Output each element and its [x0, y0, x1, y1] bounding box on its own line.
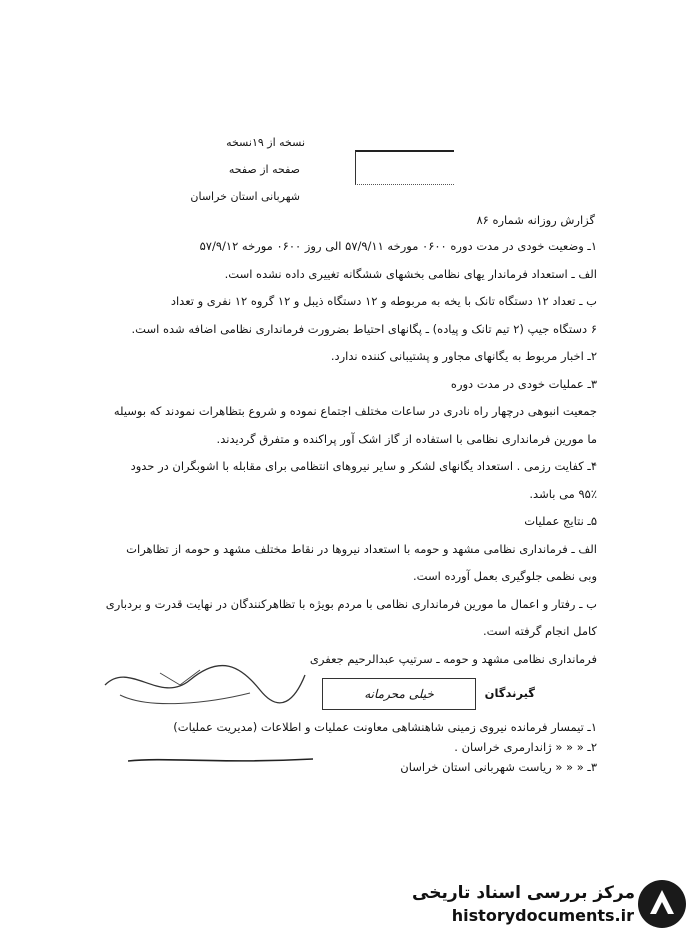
department-line: شهربانی استان خراسان — [190, 190, 300, 203]
handwritten-signature — [100, 655, 310, 715]
report-line: ۴ـ کفایت رزمی . استعداد یگانهای لشکر و سایر نیروهای انتظامی برای مقابله با اشوبگران در حدود — [130, 459, 597, 473]
report-line: ۱ـ وضعیت خودی در مدت دوره ۰۶۰۰ مورخه ۵۷/۹/۱۱ الی روز ۰۶۰۰ مورخه ۵۷/۹/۱۲ — [199, 239, 597, 253]
report-line: ۳ـ عملیات خودی در مدت دوره — [450, 377, 597, 391]
report-line: ما مورین فرمانداری نظامی با استفاده از گاز اشک آور پراکنده و متفرق گردیدند. — [216, 432, 597, 446]
report-line: ۲ـ اخبار مربوط به یگانهای مجاور و پشتیبانی کننده ندارد. — [330, 349, 597, 363]
report-line: کامل انجام گرفته است. — [483, 624, 597, 638]
report-line: الف ـ استعداد فرماندار یهای نظامی بخشهای ششگانه تغییری داده نشده است. — [224, 267, 597, 281]
report-line: ۶ دستگاه جیپ (۲ تیم تانک و پیاده) ـ پگانهای احتیاط بضرورت فرمانداری نظامی اضافه شده است. — [131, 322, 597, 336]
copy-number-line: نسخه از ۱۹نسخه — [226, 136, 305, 149]
archive-website: historydocuments.ir — [451, 906, 634, 925]
recipient-line: ۳ـ « « « ریاست شهربانی استان خراسان — [400, 760, 597, 774]
signatory-line: فرمانداری نظامی مشهد و حومه ـ سرتیپ عبدالرحیم جعفری — [309, 652, 597, 666]
report-line: ب ـ تعداد ۱۲ دستگاه تانک با یخه به مربوطه و ۱۲ دستگاه ذیبل و ۱۲ گروه ۱۲ نفری و تعداد — [170, 294, 597, 308]
report-line: ۵ـ نتایج عملیات — [524, 514, 597, 528]
confidential-stamp — [322, 678, 476, 710]
recipients-label: گیرندگان — [484, 686, 535, 700]
handwritten-underline — [128, 755, 313, 765]
page-number-line: صفحه از صفحه — [228, 163, 300, 176]
classification-box — [355, 150, 454, 185]
report-title: گزارش روزانه شماره ۸۶ — [476, 213, 595, 227]
stamp-text: خیلی محرمانه — [364, 687, 434, 701]
report-line: ۹۵٪ می باشد. — [529, 487, 597, 501]
report-line: الف ـ فرمانداری نظامی مشهد و حومه با استعداد نیروها در نقاط مختلف مشهد و حومه از تظاهرات — [126, 542, 597, 556]
report-line: وبی نظمی جلوگیری بعمل آورده است. — [413, 569, 597, 583]
archive-org-name: مرکز بررسی اسناد تاریخی — [412, 883, 635, 903]
report-line: ب ـ رفتار و اعمال ما مورین فرمانداری نظامی با مردم بویژه با تظاهرکنندگان در نهایت قدرت و بردباری — [105, 597, 597, 611]
archive-logo-icon — [636, 878, 688, 930]
recipient-line: ۱ـ تیمسار فرمانده نیروی زمینی شاهنشاهی معاونت عملیات و اطلاعات (مدیریت عملیات) — [173, 720, 597, 734]
recipient-line: ۲ـ « « « ژاندارمری خراسان . — [454, 740, 597, 754]
report-line: جمعیت انبوهی درچهار راه نادری در ساعات مختلف اجتماع نموده و شروع بتظاهرات نمودند که بوسیله — [113, 404, 597, 418]
